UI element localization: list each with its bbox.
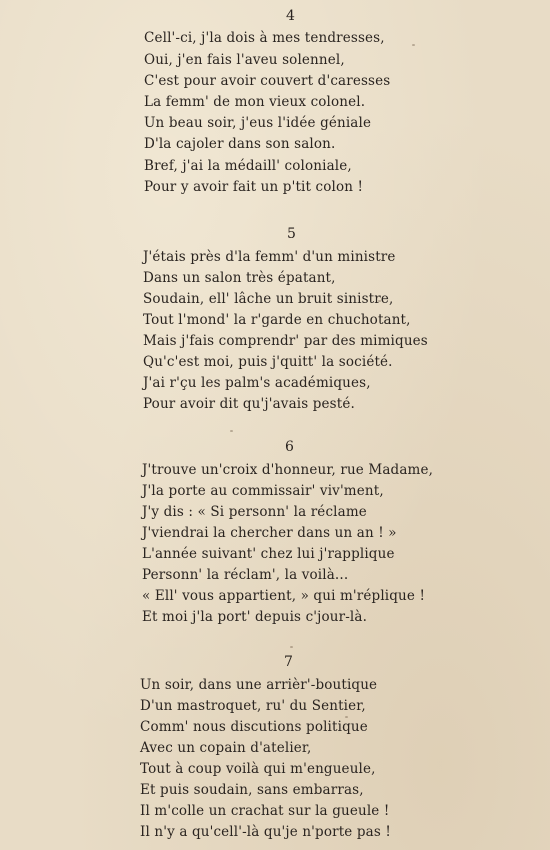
verse-line: J'ai r'çu les palm's académiques, (143, 375, 371, 391)
verse-line: Mais j'fais comprendr' par des mimiques (143, 333, 428, 349)
verse-line: Un beau soir, j'eus l'idée géniale (144, 115, 372, 131)
stanza-number: 7 (284, 654, 293, 670)
verse-line: Il m'colle un crachat sur la gueule ! (140, 803, 390, 819)
verse-line: Personn' la réclam', la voilà... (142, 567, 349, 583)
verse-line: C'est pour avoir couvert d'caresses (144, 73, 391, 89)
stanza-number: 4 (286, 8, 295, 24)
verse-line: Il n'y a qu'cell'-là qu'je n'porte pas ! (140, 824, 391, 840)
verse-line: D'un mastroquet, ru' du Sentier, (140, 698, 366, 714)
verse-line: J'étais près d'la femm' d'un ministre (143, 249, 396, 265)
verse-line: J'trouve un'croix d'honneur, rue Madame, (142, 462, 434, 478)
verse-line: Un soir, dans une arrièr'-boutique (140, 677, 378, 693)
verse-line: La femm' de mon vieux colonel. (144, 94, 366, 110)
verse-line: Pour avoir dit qu'j'avais pesté. (143, 396, 355, 412)
verse-line: Tout l'mond' la r'garde en chuchotant, (143, 312, 411, 328)
stanza-number: 5 (287, 226, 296, 242)
verse-line: Soudain, ell' lâche un bruit sinistre, (143, 291, 394, 307)
verse-line: Tout à coup voilà qui m'engueule, (140, 761, 376, 777)
paper-speck (345, 716, 348, 718)
verse-line: Qu'c'est moi, puis j'quitt' la société. (143, 354, 393, 370)
verse-line: J'viendrai la chercher dans un an ! » (142, 525, 397, 541)
verse-line: Avec un copain d'atelier, (140, 740, 312, 756)
paper-speck (230, 430, 233, 432)
verse-line: Cell'-ci, j'la dois à mes tendresses, (144, 30, 385, 46)
paper-speck (378, 300, 381, 302)
verse-line: Oui, j'en fais l'aveu solennel, (144, 52, 345, 68)
verse-line: Et moi j'la port' depuis c'jour-là. (142, 609, 368, 625)
paper-speck (290, 646, 293, 648)
verse-line: Pour y avoir fait un p'tit colon ! (144, 179, 364, 195)
verse-line: L'année suivant' chez lui j'rapplique (142, 546, 395, 562)
verse-line: J'la porte au commissair' viv'ment, (142, 483, 384, 499)
verse-line: Comm' nous discutions politique (140, 719, 368, 735)
verse-line: J'y dis : « Si personn' la réclame (142, 504, 367, 520)
stanza-number: 6 (285, 439, 294, 455)
verse-line: Bref, j'ai la médaill' coloniale, (144, 158, 352, 174)
verse-line: D'la cajoler dans son salon. (144, 136, 336, 152)
verse-line: Et puis soudain, sans embarras, (140, 782, 364, 798)
verse-line: Dans un salon très épatant, (143, 270, 336, 286)
paper-speck (412, 44, 415, 46)
verse-line: « Ell' vous appartient, » qui m'réplique ! (142, 588, 426, 604)
